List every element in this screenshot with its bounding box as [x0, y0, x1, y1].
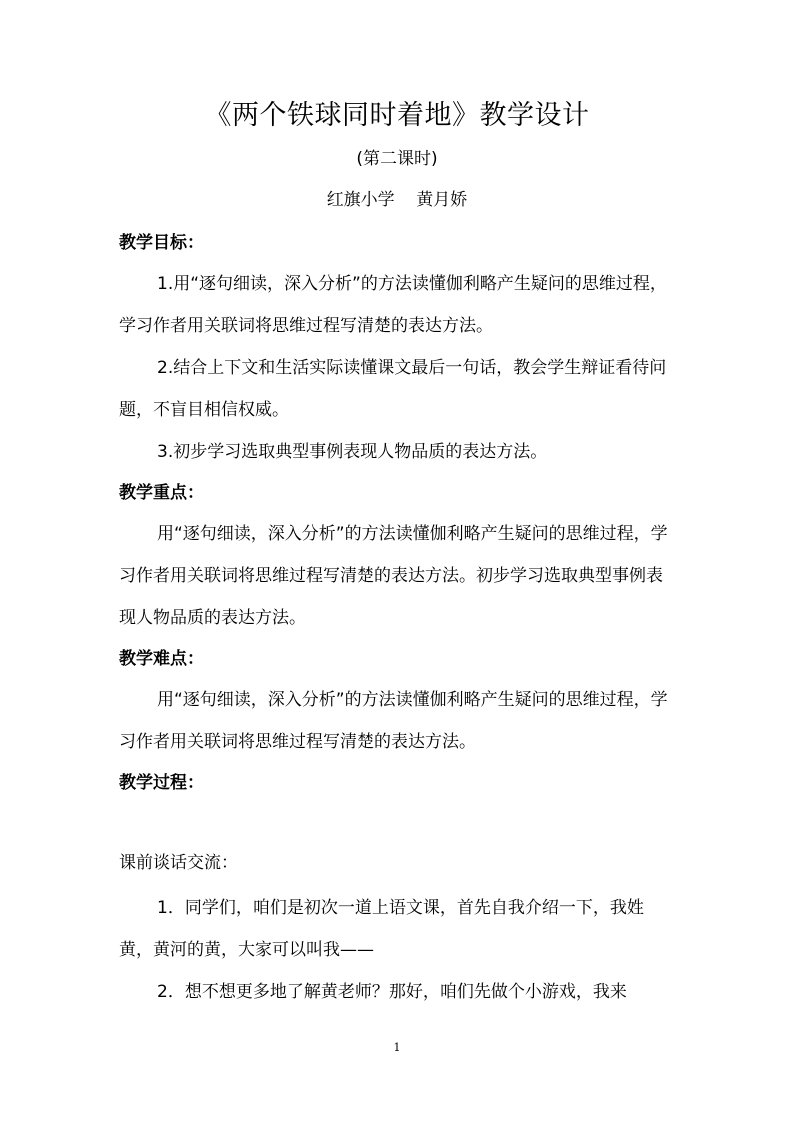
key-points-text: 用“逐句细读，深入分析”的方法读懂伽利略产生疑问的思维过程，学习作者用关联词将思维过程写清楚的表达方法。初步学习选取典型事例表现人物品质的表达方法。: [119, 524, 668, 628]
objective-item-2: 2.结合上下文和生活实际读懂课文最后一句话，教会学生辩证看待问题，不盲目相信权威。: [119, 358, 667, 420]
page-number: 1: [393, 1041, 401, 1054]
author-line: 红旗小学 黄月娇: [326, 190, 468, 210]
objective-item-1: 1.用“逐句细读，深入分析”的方法读懂伽利略产生疑问的思维过程，学习作者用关联词将思维过程写清楚的表达方法。: [119, 274, 667, 336]
process-step-2: 2．想不想更多地了解黄老师？那好，咱们先做个小游戏，我来: [157, 982, 627, 1002]
key-points-heading: 教学重点：: [119, 483, 204, 503]
lesson-period: (第二课时): [356, 149, 438, 169]
process-heading: 教学过程：: [119, 773, 204, 793]
difficulties-heading: 教学难点：: [119, 649, 204, 669]
objectives-heading: 教学目标：: [119, 233, 204, 253]
difficulties-text: 用“逐句细读，深入分析”的方法读懂伽利略产生疑问的思维过程，学习作者用关联词将思维过程写清楚的表达方法。: [119, 690, 668, 752]
document-title: 《两个铁球同时着地》教学设计: [204, 100, 590, 131]
pre-class-label: 课前谈话交流：: [119, 853, 238, 873]
process-step-1: 1．同学们，咱们是初次一道上语文课，首先自我介绍一下，我姓黄，黄河的黄，大家可以叫我——: [119, 898, 644, 960]
objective-item-3: 3.初步学习选取典型事例表现人物品质的表达方法。: [157, 442, 548, 462]
